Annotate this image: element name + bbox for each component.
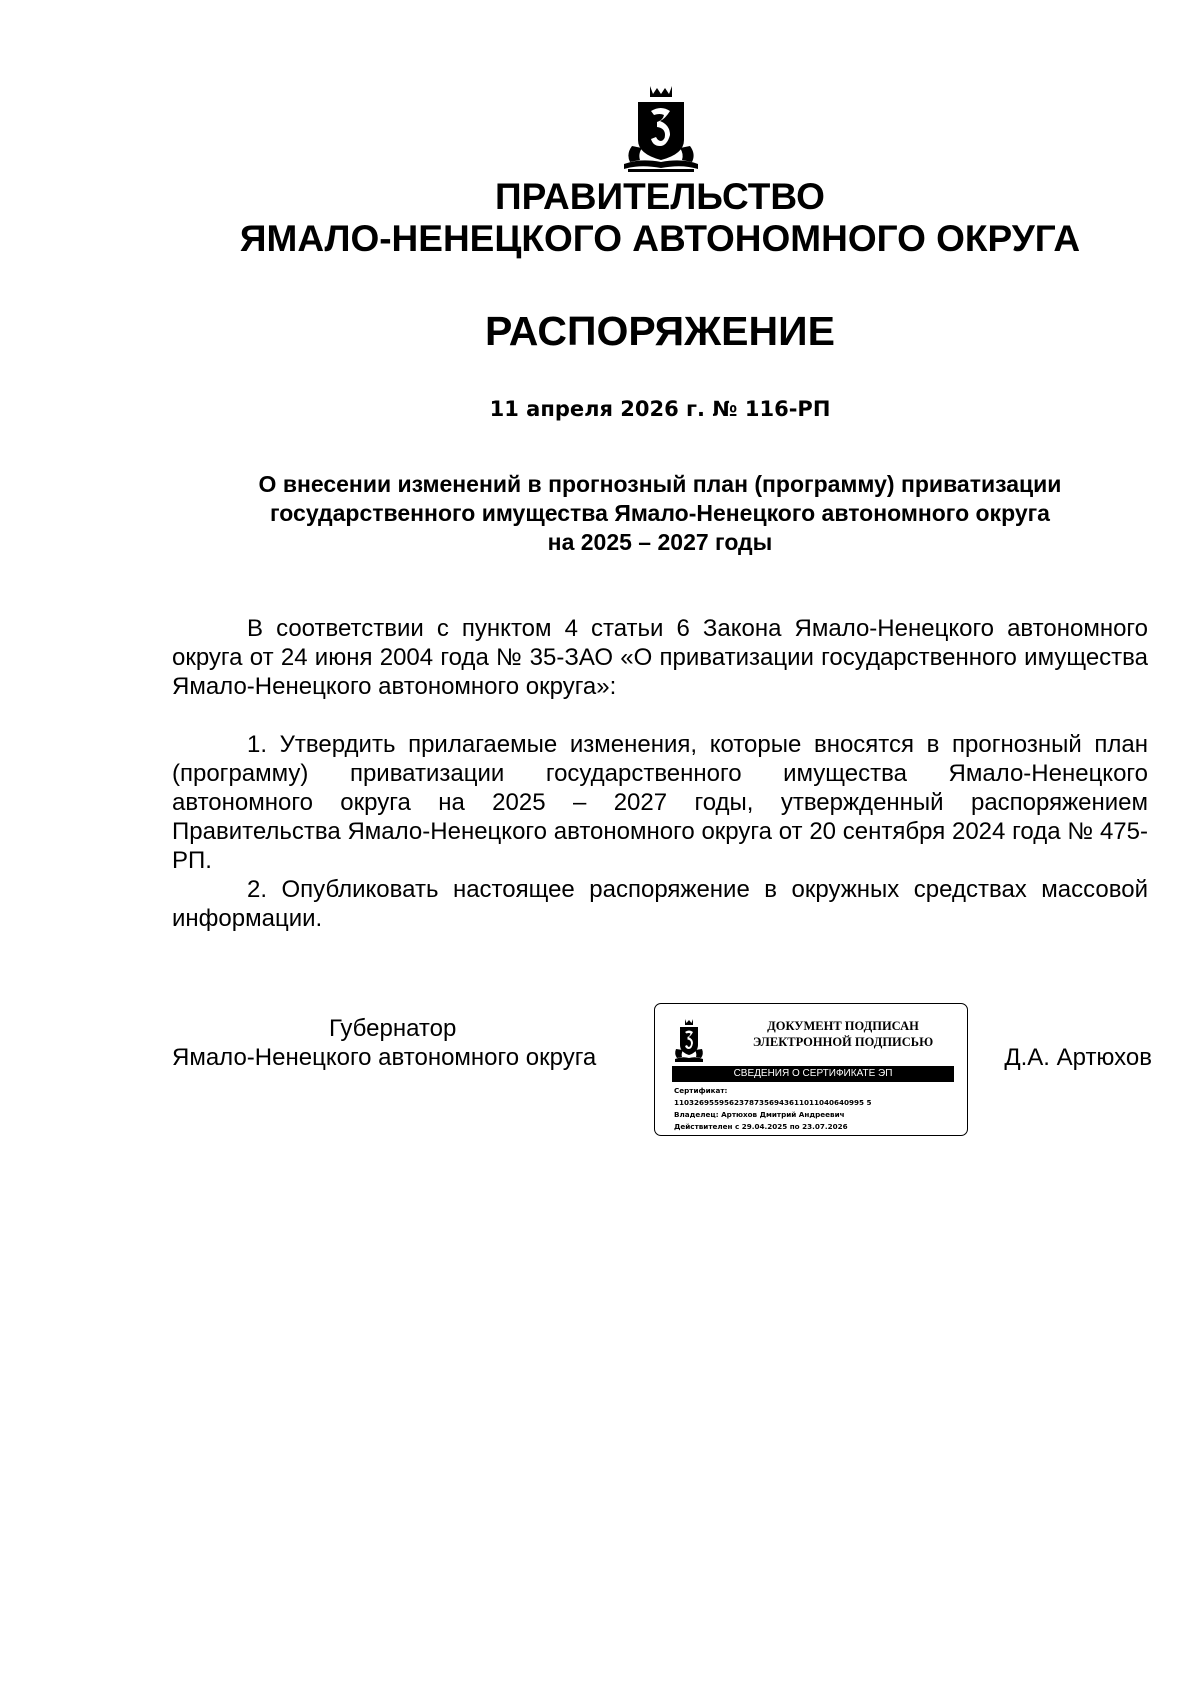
subject-line1: О внесении изменений в прогнозный план (программу) приватизации (258, 471, 1062, 497)
subject-line3: на 2025 – 2027 годы (547, 529, 773, 555)
item-number: 1. (247, 731, 268, 758)
electronic-signature-stamp (654, 1003, 968, 1136)
certificate-validity: Действителен с 29.04.2025 по 23.07.2026 (674, 1122, 848, 1131)
item-number: 2. (247, 876, 268, 903)
stamp-title-line2: ЭЛЕКТРОННОЙ ПОДПИСЬЮ (752, 1035, 934, 1049)
body-intro-paragraph: В соответствии с пунктом 4 статьи 6 Закона Ямало-Ненецкого автономного округа от 24 июня 2004 года № 35-ЗАО «О приватизации государственного имущества Ямало-Ненецкого автономного округа»: (172, 615, 1148, 700)
signatory-position (172, 1014, 642, 1072)
certificate-owner: Владелец: Артюхов Дмитрий Андреевич (674, 1110, 845, 1119)
certificate-details (674, 1085, 960, 1133)
subject-line2: государственного имущества Ямало-Ненецкого автономного округа (270, 500, 1050, 526)
certificate-number: 11032695595623787356943611011040640995 5 (674, 1098, 872, 1107)
stamp-title (725, 1018, 961, 1050)
certificate-info-bar: СВЕДЕНИЯ О СЕРТИФИКАТЕ ЭП (672, 1066, 954, 1082)
body-item-1 (172, 730, 1148, 875)
document-type: РАСПОРЯЖЕНИЕ (485, 308, 835, 354)
signer-name: Д.А. Артюхов (1004, 1044, 1152, 1071)
government-title-line1: ПРАВИТЕЛЬСТВО (495, 176, 825, 217)
document-subject (172, 470, 1148, 557)
item-text: Утвердить прилагаемые изменения, которые вносятся в прогнозный план (программу) приватизации государственного имущества Ямало-Ненецкого автономного округа на 2025 – 2027 годы, утвержденный распоряжением Правительства Ямало-Ненецкого автономного округа от 20 сентября 2024 года № 475-РП. (172, 731, 1148, 874)
document-date-number: 11 апреля 2026 г. № 116-РП (489, 397, 831, 421)
document-body (172, 614, 1148, 933)
signatory-position-line2: Ямало-Ненецкого автономного округа (172, 1044, 597, 1071)
coat-of-arms-icon (674, 1018, 704, 1064)
coat-of-arms-icon (620, 84, 702, 174)
item-text: Опубликовать настоящее распоряжение в окружных средствах массовой информации. (172, 876, 1148, 932)
government-title-line2: ЯМАЛО-НЕНЕЦКОГО АВТОНОМНОГО ОКРУГА (239, 218, 1081, 259)
government-title (0, 176, 1200, 260)
certificate-label: Сертификат: (674, 1086, 728, 1095)
body-item-2 (172, 875, 1148, 933)
signatory-position-line1: Губернатор (329, 1015, 457, 1042)
stamp-title-line1: ДОКУМЕНТ ПОДПИСАН (767, 1019, 919, 1033)
